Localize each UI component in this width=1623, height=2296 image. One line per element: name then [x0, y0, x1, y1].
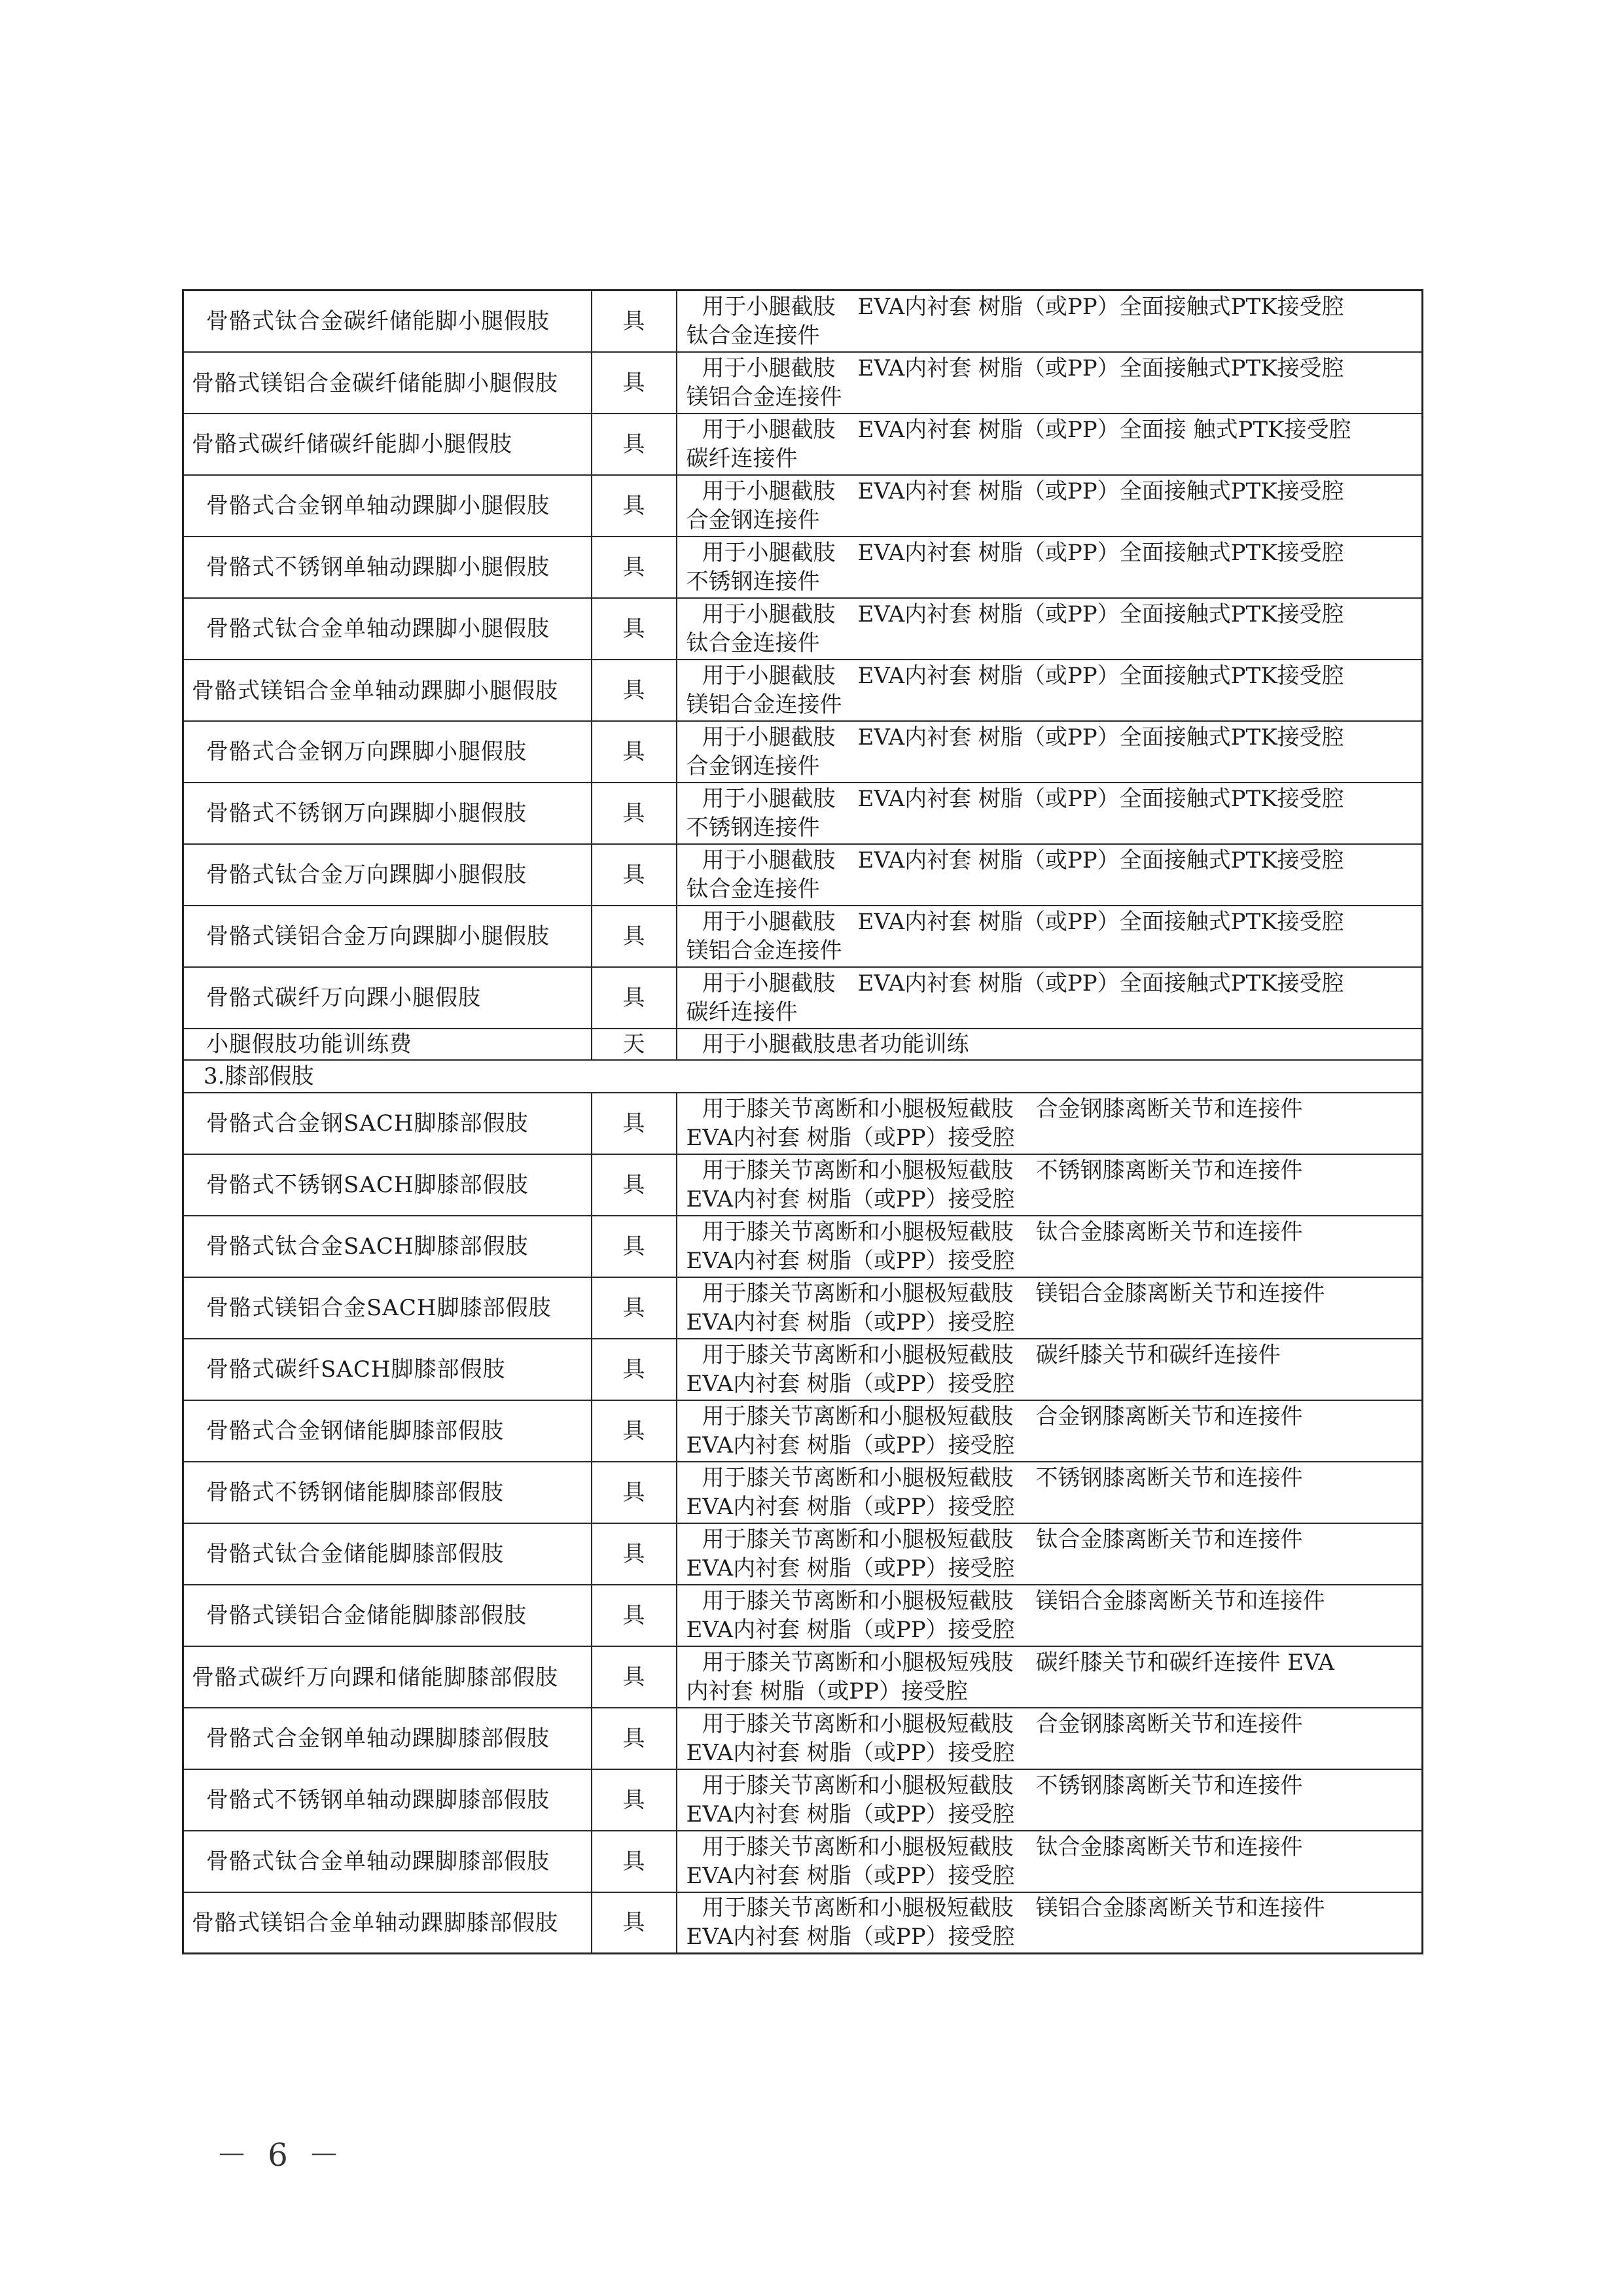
- description-line: EVA内衬套 树脂（或PP）接受腔: [686, 1493, 1015, 1520]
- description-line: EVA内衬套 树脂（或PP）接受腔: [686, 1739, 1015, 1766]
- table-row: [183, 1462, 1423, 1523]
- description-line: EVA内衬套 树脂（或PP）接受腔: [686, 1309, 1015, 1335]
- description-line: 用于小腿截肢 EVA内衬套 树脂（或PP）全面接触式PTK接受腔: [702, 355, 1344, 381]
- description-line: 用于膝关节离断和小腿极短残肢 碳纤膝关节和碳纤连接件 EVA: [702, 1649, 1334, 1676]
- page-number: － 6 －: [216, 2137, 346, 2174]
- table-row: [183, 1093, 1423, 1154]
- table-row: [183, 475, 1423, 537]
- section-header-row: [183, 1060, 1423, 1093]
- item-name: 骨骼式钛合金SACH脚膝部假肢: [183, 1216, 592, 1277]
- table-row: [183, 1708, 1423, 1769]
- description-line: 合金钢连接件: [686, 506, 820, 533]
- description-line: EVA内衬套 树脂（或PP）接受腔: [686, 1862, 1015, 1889]
- table-row: [183, 598, 1423, 660]
- item-name: 骨骼式不锈钢SACH脚膝部假肢: [183, 1154, 592, 1216]
- item-name: 骨骼式合金钢储能脚膝部假肢: [183, 1400, 592, 1462]
- description-line: 用于小腿截肢 EVA内衬套 树脂（或PP）全面接触式PTK接受腔: [702, 601, 1344, 627]
- description-line: 钛合金连接件: [686, 875, 820, 902]
- table-row: [183, 967, 1423, 1029]
- item-unit: 具: [592, 291, 677, 352]
- description-line: EVA内衬套 树脂（或PP）接受腔: [686, 1616, 1015, 1643]
- item-unit: 具: [592, 1400, 677, 1462]
- table-row: [183, 1339, 1423, 1400]
- item-description: [677, 1400, 1423, 1462]
- item-description: [677, 1831, 1423, 1892]
- item-description: [677, 1769, 1423, 1831]
- item-name: 骨骼式镁铝合金储能脚膝部假肢: [183, 1585, 592, 1646]
- item-description: [677, 1646, 1423, 1708]
- table-row: [183, 537, 1423, 598]
- description-line: EVA内衬套 树脂（或PP）接受腔: [686, 1555, 1015, 1581]
- item-unit: 具: [592, 1523, 677, 1585]
- description-line: 钛合金连接件: [686, 629, 820, 656]
- item-description: [677, 844, 1423, 906]
- table-row: [183, 844, 1423, 906]
- item-description: [677, 1093, 1423, 1154]
- item-description: [677, 598, 1423, 660]
- table-row: [183, 414, 1423, 475]
- item-name: 骨骼式合金钢单轴动踝脚小腿假肢: [183, 475, 592, 537]
- description-line: 用于小腿截肢 EVA内衬套 树脂（或PP）全面接触式PTK接受腔: [702, 478, 1344, 504]
- description-line: 用于小腿截肢 EVA内衬套 树脂（或PP）全面接触式PTK接受腔: [702, 785, 1344, 812]
- table-row: [183, 291, 1423, 352]
- item-unit: 具: [592, 537, 677, 598]
- description-line: EVA内衬套 树脂（或PP）接受腔: [686, 1124, 1015, 1151]
- description-line: 用于小腿截肢 EVA内衬套 树脂（或PP）全面接触式PTK接受腔: [702, 970, 1344, 997]
- description-line: 用于膝关节离断和小腿极短截肢 合金钢膝离断关节和连接件: [702, 1095, 1303, 1122]
- item-description: [677, 1462, 1423, 1523]
- description-line: 不锈钢连接件: [686, 568, 820, 595]
- item-description: [677, 1339, 1423, 1400]
- item-name: 骨骼式碳纤万向踝和储能脚膝部假肢: [183, 1646, 592, 1708]
- item-description: [677, 291, 1423, 352]
- table-row: [183, 1277, 1423, 1339]
- item-name: 骨骼式合金钢万向踝脚小腿假肢: [183, 721, 592, 783]
- item-unit: 具: [592, 721, 677, 783]
- description-line: 合金钢连接件: [686, 752, 820, 779]
- item-name: 骨骼式镁铝合金单轴动踝脚小腿假肢: [183, 660, 592, 721]
- description-line: 用于小腿截肢 EVA内衬套 树脂（或PP）全面接触式PTK接受腔: [702, 847, 1344, 874]
- description-line: EVA内衬套 树脂（或PP）接受腔: [686, 1801, 1015, 1828]
- item-name: 骨骼式镁铝合金SACH脚膝部假肢: [183, 1277, 592, 1339]
- item-unit: 具: [592, 1769, 677, 1831]
- item-name: 骨骼式钛合金碳纤储能脚小腿假肢: [183, 291, 592, 352]
- table-row: [183, 906, 1423, 967]
- item-name: 骨骼式碳纤SACH脚膝部假肢: [183, 1339, 592, 1400]
- item-unit: 具: [592, 1831, 677, 1892]
- item-name: 骨骼式碳纤储碳纤能脚小腿假肢: [183, 414, 592, 475]
- item-description: [677, 1585, 1423, 1646]
- description-line: EVA内衬套 树脂（或PP）接受腔: [686, 1924, 1015, 1951]
- item-name: 骨骼式不锈钢单轴动踝脚小腿假肢: [183, 537, 592, 598]
- description-line: 碳纤连接件: [686, 445, 798, 472]
- item-unit: 具: [592, 1585, 677, 1646]
- item-description: [677, 1216, 1423, 1277]
- item-name: 骨骼式钛合金储能脚膝部假肢: [183, 1523, 592, 1585]
- description-line: 用于膝关节离断和小腿极短截肢 不锈钢膝离断关节和连接件: [702, 1464, 1303, 1491]
- item-description: [677, 1708, 1423, 1769]
- item-unit: 具: [592, 475, 677, 537]
- item-unit: 具: [592, 1646, 677, 1708]
- item-description: [677, 537, 1423, 598]
- item-unit: 具: [592, 598, 677, 660]
- table-row: [183, 1523, 1423, 1585]
- description-line: EVA内衬套 树脂（或PP）接受腔: [686, 1432, 1015, 1458]
- description-line: EVA内衬套 树脂（或PP）接受腔: [686, 1370, 1015, 1397]
- item-name: 骨骼式碳纤万向踝小腿假肢: [183, 967, 592, 1029]
- table-row: [183, 783, 1423, 844]
- description-line: 用于小腿截肢 EVA内衬套 树脂（或PP）全面接触式PTK接受腔: [702, 293, 1344, 320]
- item-description: [677, 783, 1423, 844]
- item-description: [677, 1277, 1423, 1339]
- description-line: 用于小腿截肢 EVA内衬套 树脂（或PP）全面接触式PTK接受腔: [702, 662, 1344, 689]
- item-unit: 具: [592, 1154, 677, 1216]
- table-row: [183, 1154, 1423, 1216]
- item-unit: 具: [592, 783, 677, 844]
- item-description: [677, 1154, 1423, 1216]
- item-description: [677, 352, 1423, 414]
- price-table: [182, 289, 1423, 1954]
- item-name: 骨骼式镁铝合金单轴动踝脚膝部假肢: [183, 1892, 592, 1954]
- item-name: 小腿假肢功能训练费: [183, 1029, 592, 1060]
- description-line: 用于膝关节离断和小腿极短截肢 镁铝合金膝离断关节和连接件: [702, 1280, 1325, 1307]
- item-name: 骨骼式钛合金单轴动踝脚小腿假肢: [183, 598, 592, 660]
- description-line: 用于小腿截肢 EVA内衬套 树脂（或PP）全面接触式PTK接受腔: [702, 724, 1344, 751]
- description-line: 不锈钢连接件: [686, 814, 820, 841]
- description-line: 用于膝关节离断和小腿极短截肢 镁铝合金膝离断关节和连接件: [702, 1587, 1325, 1614]
- description-line: 镁铝合金连接件: [686, 937, 842, 964]
- table-row: [183, 1400, 1423, 1462]
- item-name: 骨骼式不锈钢万向踝脚小腿假肢: [183, 783, 592, 844]
- description-line: EVA内衬套 树脂（或PP）接受腔: [686, 1247, 1015, 1274]
- description-line: 用于膝关节离断和小腿极短截肢 合金钢膝离断关节和连接件: [702, 1710, 1303, 1737]
- item-description: [677, 1523, 1423, 1585]
- description-line: 用于小腿截肢患者功能训练: [702, 1031, 969, 1057]
- item-description: [677, 1029, 1423, 1060]
- item-unit: 具: [592, 1216, 677, 1277]
- item-name: 骨骼式不锈钢单轴动踝脚膝部假肢: [183, 1769, 592, 1831]
- item-name: 骨骼式镁铝合金碳纤储能脚小腿假肢: [183, 352, 592, 414]
- item-description: [677, 1892, 1423, 1954]
- item-unit: 具: [592, 660, 677, 721]
- table-row: [183, 1831, 1423, 1892]
- item-unit: 具: [592, 1277, 677, 1339]
- item-description: [677, 721, 1423, 783]
- table-row: [183, 352, 1423, 414]
- item-name: 骨骼式钛合金万向踝脚小腿假肢: [183, 844, 592, 906]
- table-row: [183, 660, 1423, 721]
- description-line: 内衬套 树脂（或PP）接受腔: [686, 1678, 969, 1704]
- description-line: 用于膝关节离断和小腿极短截肢 钛合金膝离断关节和连接件: [702, 1833, 1303, 1860]
- section-title: 3.膝部假肢: [183, 1060, 1423, 1093]
- table-row: [183, 1585, 1423, 1646]
- item-name: 骨骼式合金钢单轴动踝脚膝部假肢: [183, 1708, 592, 1769]
- item-description: [677, 906, 1423, 967]
- item-name: 骨骼式合金钢SACH脚膝部假肢: [183, 1093, 592, 1154]
- description-line: 用于膝关节离断和小腿极短截肢 不锈钢膝离断关节和连接件: [702, 1772, 1303, 1799]
- item-unit: 具: [592, 1339, 677, 1400]
- description-line: 用于膝关节离断和小腿极短截肢 钛合金膝离断关节和连接件: [702, 1218, 1303, 1245]
- description-line: 碳纤连接件: [686, 998, 798, 1025]
- item-name: 骨骼式钛合金单轴动踝脚膝部假肢: [183, 1831, 592, 1892]
- table-row: [183, 1892, 1423, 1954]
- description-line: 用于小腿截肢 EVA内衬套 树脂（或PP）全面接触式PTK接受腔: [702, 539, 1344, 566]
- item-description: [677, 414, 1423, 475]
- table-row: [183, 1646, 1423, 1708]
- table-row: [183, 721, 1423, 783]
- description-line: 用于膝关节离断和小腿极短截肢 不锈钢膝离断关节和连接件: [702, 1157, 1303, 1184]
- item-unit: 天: [592, 1029, 677, 1060]
- item-unit: 具: [592, 967, 677, 1029]
- item-description: [677, 967, 1423, 1029]
- item-description: [677, 475, 1423, 537]
- description-line: 用于小腿截肢 EVA内衬套 树脂（或PP）全面接 触式PTK接受腔: [702, 416, 1351, 443]
- description-line: 镁铝合金连接件: [686, 691, 842, 718]
- item-unit: 具: [592, 906, 677, 967]
- table-row: [183, 1769, 1423, 1831]
- item-unit: 具: [592, 1093, 677, 1154]
- item-unit: 具: [592, 1462, 677, 1523]
- item-unit: 具: [592, 844, 677, 906]
- description-line: 用于膝关节离断和小腿极短截肢 钛合金膝离断关节和连接件: [702, 1526, 1303, 1553]
- table-row: [183, 1216, 1423, 1277]
- item-name: 骨骼式镁铝合金万向踝脚小腿假肢: [183, 906, 592, 967]
- description-line: EVA内衬套 树脂（或PP）接受腔: [686, 1186, 1015, 1212]
- description-line: 用于小腿截肢 EVA内衬套 树脂（或PP）全面接触式PTK接受腔: [702, 908, 1344, 935]
- description-line: 用于膝关节离断和小腿极短截肢 碳纤膝关节和碳纤连接件: [702, 1341, 1281, 1368]
- item-name: 骨骼式不锈钢储能脚膝部假肢: [183, 1462, 592, 1523]
- item-unit: 具: [592, 352, 677, 414]
- item-unit: 具: [592, 414, 677, 475]
- description-line: 镁铝合金连接件: [686, 383, 842, 410]
- table-row-training-fee: [183, 1029, 1423, 1060]
- item-unit: 具: [592, 1708, 677, 1769]
- item-unit: 具: [592, 1892, 677, 1954]
- description-line: 钛合金连接件: [686, 322, 820, 349]
- description-line: 用于膝关节离断和小腿极短截肢 合金钢膝离断关节和连接件: [702, 1403, 1303, 1430]
- item-description: [677, 660, 1423, 721]
- description-line: 用于膝关节离断和小腿极短截肢 镁铝合金膝离断关节和连接件: [702, 1895, 1325, 1922]
